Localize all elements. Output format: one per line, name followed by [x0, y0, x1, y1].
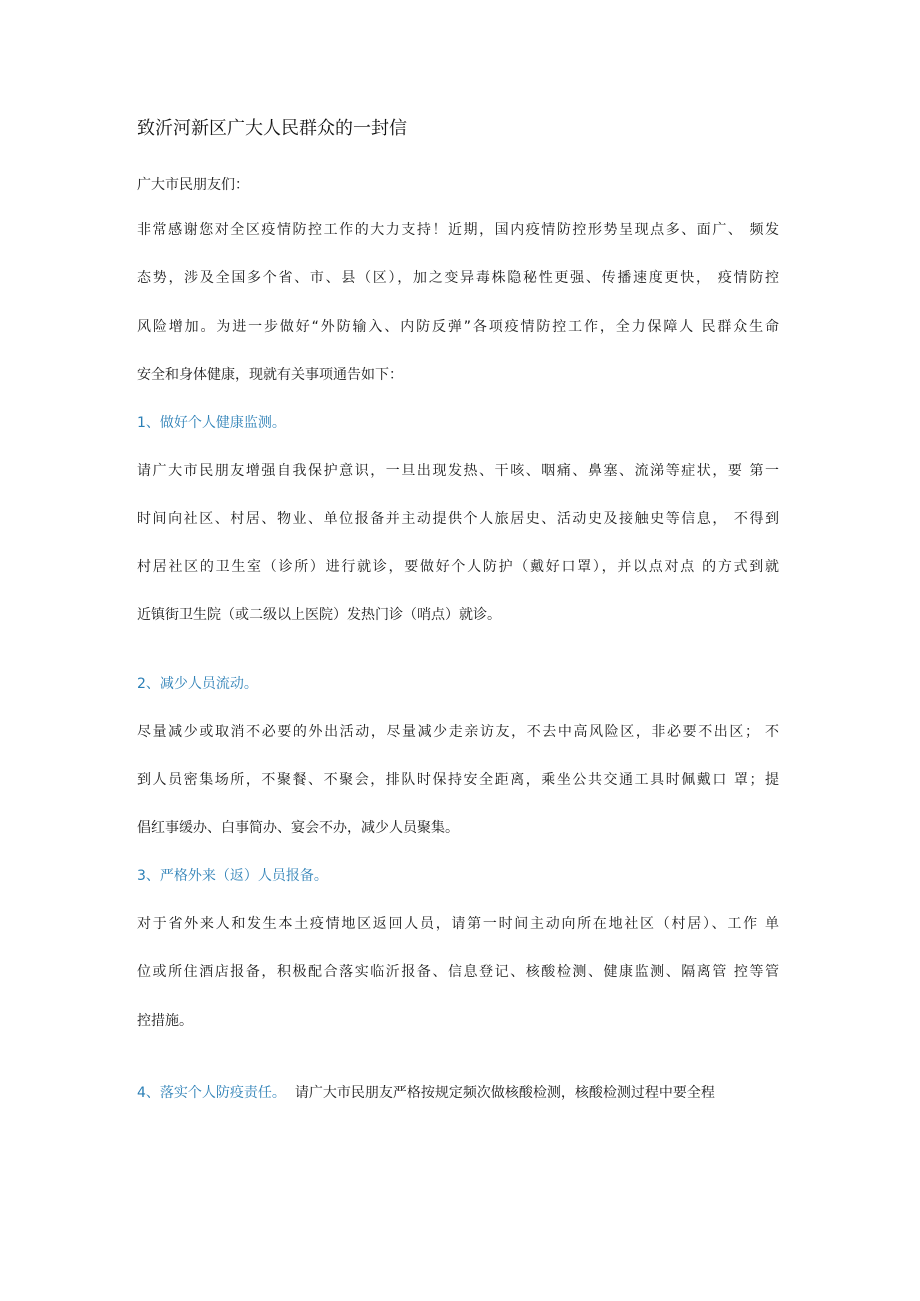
section-heading: 1、做好个人健康监测。 — [137, 415, 286, 431]
intro-line: 安全和身体健康，现就有关事项通告如下： — [137, 367, 403, 383]
section-line: 到人员密集场所，不聚餐、不聚会，排队时保持安全距离，乘坐公共交通工具时佩戴口 罩；提 — [137, 772, 779, 788]
section-line: 请广大市民朋友严格按规定频次做核酸检测，核酸检测过程中要全程 — [294, 1085, 715, 1101]
section-heading: 2、减少人员流动。 — [137, 676, 258, 692]
page-title: 致沂河新区广大人民群众的一封信 — [137, 118, 407, 139]
section-line: 近镇街卫生院（或二级以上医院）发热门诊（哨点）就诊。 — [137, 607, 501, 623]
intro-line: 非常感谢您对全区疫情防控工作的大力支持！近期，国内疫情防控形势呈现点多、面广、 频发 — [137, 222, 779, 238]
section-heading: 4、落实个人防疫责任。 — [137, 1085, 286, 1101]
section-line: 位或所住酒店报备，积极配合落实临沂报备、信息登记、核酸检测、健康监测、隔离管 控等管 — [137, 964, 779, 980]
section-4-paragraph — [137, 1082, 779, 1104]
section-line: 对于省外来人和发生本土疫情地区返回人员，请第一时间主动向所在地社区（村居）、工作 单 — [137, 916, 779, 932]
section-line: 时间向社区、村居、物业、单位报备并主动提供个人旅居史、活动史及接触史等信息， 不得到 — [137, 511, 779, 527]
intro-line: 风险增加。为进一步做好“外防输入、内防反弹”各项疫情防控工作，全力保障人 民群众生命 — [137, 319, 779, 335]
salutation: 广大市民朋友们： — [137, 177, 249, 193]
section-line: 尽量减少或取消不必要的外出活动，尽量减少走亲访友，不去中高风险区，非必要不出区； 不 — [137, 724, 779, 740]
section-line: 请广大市民朋友增强自我保护意识，一旦出现发热、干咳、咽痛、鼻塞、流涕等症状，要 第一 — [137, 463, 779, 479]
section-line: 倡红事缓办、白事简办、宴会不办，减少人员聚集。 — [137, 820, 459, 836]
section-line: 控措施。 — [137, 1013, 193, 1029]
section-line: 村居社区的卫生室（诊所）进行就诊，要做好个人防护（戴好口罩），并以点对点 的方式到就 — [137, 559, 779, 575]
section-heading: 3、严格外来（返）人员报备。 — [137, 868, 328, 884]
intro-line: 态势，涉及全国多个省、市、县（区），加之变异毒株隐秘性更强、传播速度更快， 疫情防控 — [137, 270, 779, 286]
